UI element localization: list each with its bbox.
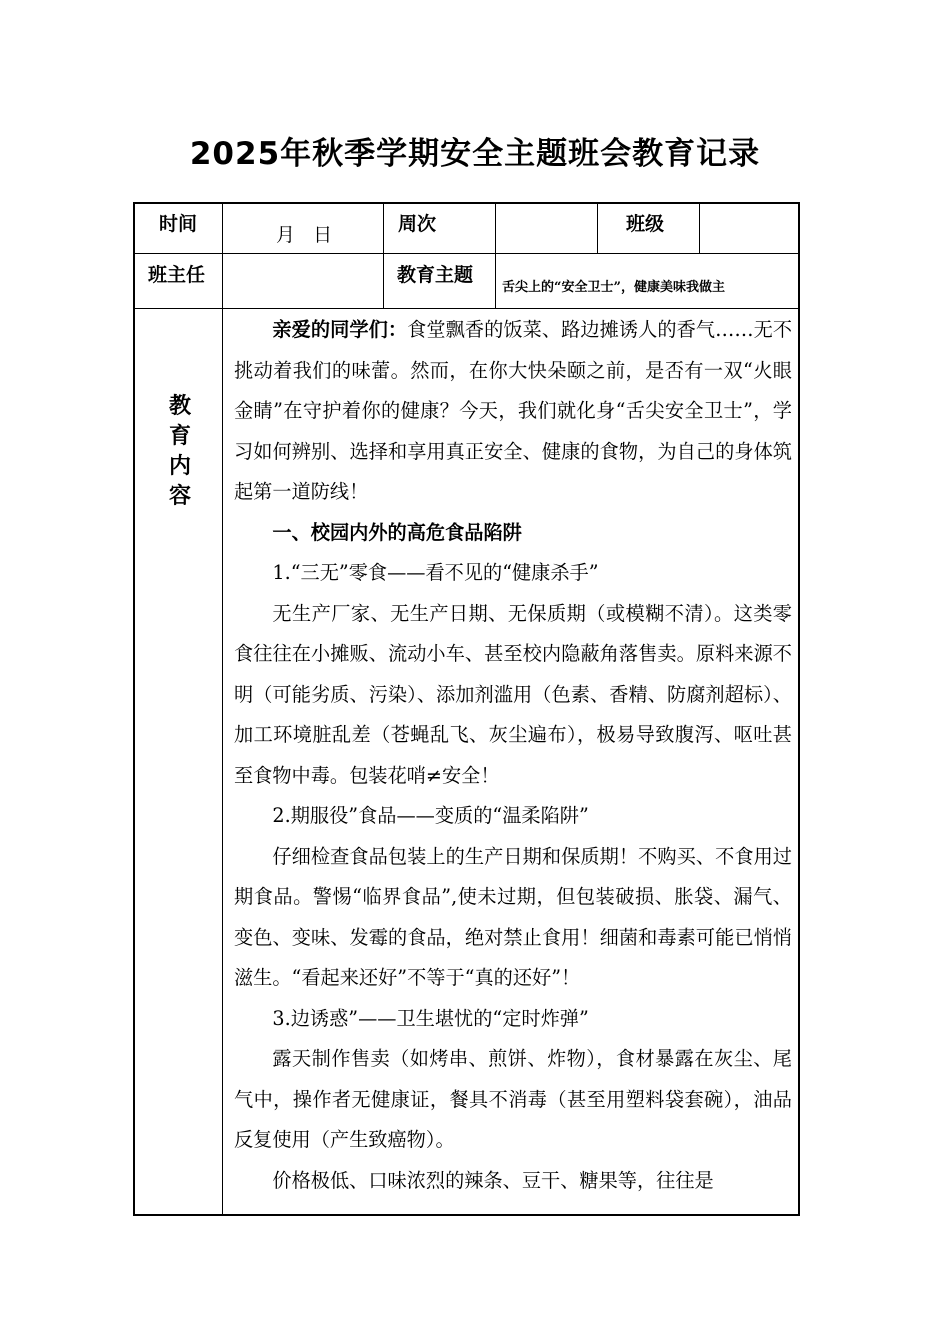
teacher-value[interactable]	[226, 257, 380, 305]
page-title: 2025年秋季学期安全主题班会教育记录	[189, 136, 761, 172]
col-divider-2	[383, 202, 384, 308]
item3-body: 露天制作售卖（如烤串、煎饼、炸物），食材暴露在灰尘、尾气中，操作者无健康证，餐具不消毒（甚至用塑料袋套碗），油品反复使用（产生致癌物）。	[234, 1047, 792, 1151]
teacher-label: 班主任	[148, 264, 206, 286]
item2-body: 仔细检查食品包装上的生产日期和保质期！不购买、不食用过期食品。警惕“临界食品”,使未过期，但包装破损、胀袋、漏气、变色、变味、发霉的食品，绝对禁止食用！细菌和毒素可能已悄悄滋生。“看起来还好”不等于“真的还好”！	[234, 844, 792, 989]
class-label: 班级	[626, 213, 665, 235]
row-divider-1	[133, 253, 800, 254]
col-divider-1	[222, 202, 223, 1216]
time-label: 时间	[159, 213, 198, 235]
item3-heading: 3.边诱惑”——卫生堪忧的“定时炸弹”	[272, 1006, 589, 1030]
col-divider-4	[597, 202, 598, 253]
education-content	[234, 310, 792, 1214]
intro-text: 食堂飘香的饭菜、路边摊诱人的香气……无不挑动着我们的味蕾。然而，在你大快朵颐之前，是否有一双“火眼金睛”在守护着你的健康？今天，我们就化身“舌尖安全卫士”，学习如何辨别、选择和享用真正安全、健康的食物，为自己的身体筑起第一道防线！	[234, 318, 792, 503]
item3-body-continued: 价格极低、口味浓烈的辣条、豆干、糖果等，往往是	[272, 1168, 714, 1192]
class-value[interactable]	[703, 206, 797, 250]
col-divider-3	[495, 202, 496, 308]
date-value: 月 日	[276, 224, 333, 246]
row-divider-2	[133, 308, 800, 309]
greeting: 亲爱的同学们：	[272, 318, 408, 341]
week-value[interactable]	[500, 206, 594, 250]
content-label-char: 容	[168, 484, 191, 509]
content-label	[158, 392, 202, 512]
col-divider-5	[699, 202, 700, 253]
item1-heading: 1.“三无”零食——看不见的“健康杀手”	[272, 561, 599, 584]
content-label-char: 育	[168, 424, 191, 449]
week-label: 周次	[398, 213, 437, 235]
item1-body: 无生产厂家、无生产日期、无保质期（或模糊不清）。这类零食往往在小摊贩、流动小车、甚至校内隐蔽角落售卖。原料来源不明（可能劣质、污染）、添加剂滥用（色素、香精、防腐剂超标）、加工环境脏乱差（苍蝇乱飞、灰尘遍布），极易导致腹泻、呕吐甚至食物中毒。包装花哨≠安全！	[234, 601, 792, 787]
theme-value: 舌尖上的“安全卫士”，健康美味我做主	[502, 280, 725, 295]
content-label-char: 内	[168, 454, 191, 479]
section1-heading: 一、校园内外的高危食品陷阱	[272, 520, 522, 544]
content-label-char: 教	[168, 394, 191, 419]
theme-label: 教育主题	[397, 264, 474, 286]
intro-paragraph	[234, 310, 792, 513]
item2-heading: 2.期服役”食品——变质的“温柔陷阱”	[272, 804, 589, 827]
